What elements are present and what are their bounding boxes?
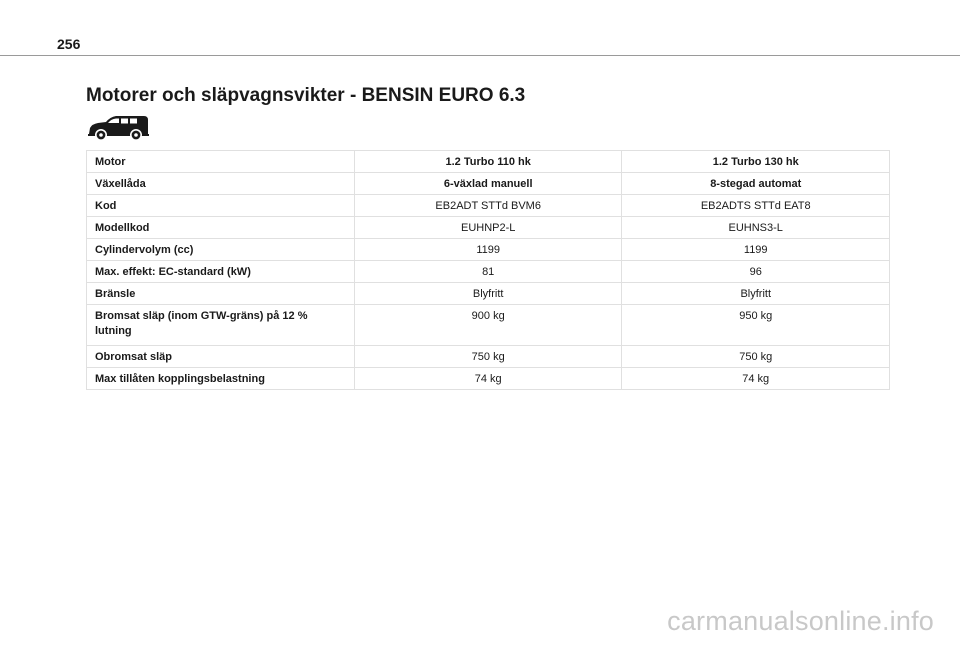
row-label: Bränsle	[87, 283, 355, 305]
page-number: 256	[57, 36, 81, 52]
row-label: Bromsat släp (inom GTW-gräns) på 12 % lutning	[87, 305, 355, 346]
watermark: carmanualsonline.info	[667, 606, 934, 636]
cell-value: Blyfritt	[354, 283, 622, 305]
row-label: Kod	[87, 195, 355, 217]
table-row	[87, 239, 890, 261]
cell-value: 6-växlad manuell	[354, 173, 622, 195]
table-row	[87, 173, 890, 195]
row-label: Växellåda	[87, 173, 355, 195]
table-row	[87, 346, 890, 368]
row-label: Obromsat släp	[87, 346, 355, 368]
row-label: Cylindervolym (cc)	[87, 239, 355, 261]
engine-spec-table	[86, 150, 890, 390]
cell-value: EB2ADT STTd BVM6	[354, 195, 622, 217]
row-label: Modellkod	[87, 217, 355, 239]
van-icon	[86, 114, 150, 142]
cell-value: 1.2 Turbo 110 hk	[354, 151, 622, 173]
cell-value: 1199	[354, 239, 622, 261]
table-row	[87, 217, 890, 239]
cell-value: EB2ADTS STTd EAT8	[622, 195, 890, 217]
cell-value: 1.2 Turbo 130 hk	[622, 151, 890, 173]
cell-value: 8-stegad automat	[622, 173, 890, 195]
cell-value: 750 kg	[354, 346, 622, 368]
table-row	[87, 195, 890, 217]
cell-value: 96	[622, 261, 890, 283]
cell-value: 950 kg	[622, 305, 890, 346]
cell-value: 81	[354, 261, 622, 283]
page-title: Motorer och släpvagnsvikter - BENSIN EURO 6.3	[86, 85, 526, 106]
cell-value: 74 kg	[622, 368, 890, 390]
header-divider	[0, 55, 960, 56]
cell-value: 900 kg	[354, 305, 622, 346]
row-label: Max. effekt: EC-standard (kW)	[87, 261, 355, 283]
cell-value: Blyfritt	[622, 283, 890, 305]
cell-value: 750 kg	[622, 346, 890, 368]
cell-value: EUHNP2-L	[354, 217, 622, 239]
row-label: Motor	[87, 151, 355, 173]
cell-value: 74 kg	[354, 368, 622, 390]
table-row	[87, 151, 890, 173]
cell-value: 1199	[622, 239, 890, 261]
table-row	[87, 368, 890, 390]
table-row	[87, 261, 890, 283]
cell-value: EUHNS3-L	[622, 217, 890, 239]
row-label: Max tillåten kopplingsbelastning	[87, 368, 355, 390]
table-row	[87, 305, 890, 346]
table-row	[87, 283, 890, 305]
